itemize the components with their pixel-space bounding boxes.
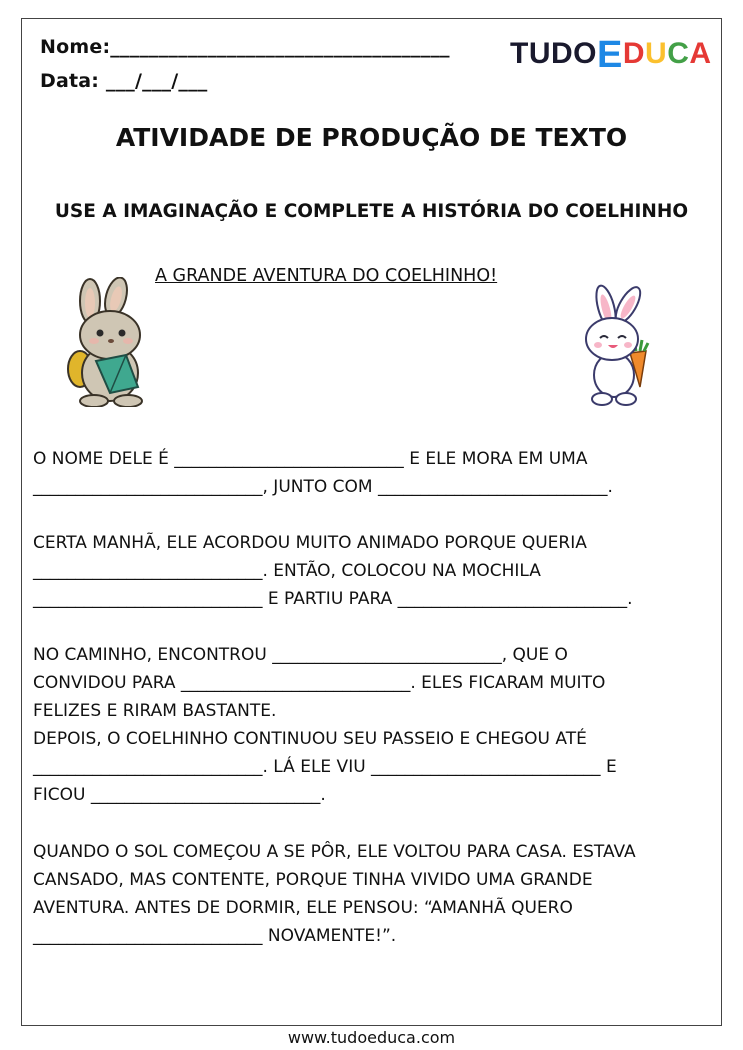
worksheet-title: ATIVIDADE DE PRODUÇÃO DE TEXTO <box>115 123 628 152</box>
paragraph-line: NO CAMINHO, ENCONTROU ___________________________, QUE O <box>33 645 568 665</box>
logo-text-tudo: TUDO <box>510 37 597 70</box>
name-field-label: Nome:___________________________________ <box>40 36 450 58</box>
story-paragraph-2 <box>33 529 633 613</box>
paragraph-line: CANSADO, MAS CONTENTE, PORQUE TINHA VIVIDO UMA GRANDE <box>33 870 593 890</box>
story-paragraph-1 <box>33 445 613 501</box>
worksheet-instruction: USE A IMAGINAÇÃO E COMPLETE A HISTÓRIA DO COELHINHO <box>54 201 689 222</box>
paragraph-line: QUANDO O SOL COMEÇOU A SE PÔR, ELE VOLTOU PARA CASA. ESTAVA <box>33 842 636 862</box>
story-paragraph-4 <box>33 838 636 950</box>
paragraph-line: ___________________________. ENTÃO, COLOCOU NA MOCHILA <box>33 561 541 581</box>
tudoeduca-logo <box>510 30 712 76</box>
logo-letter-e: E <box>597 34 623 76</box>
logo-letter-a: A <box>689 37 712 70</box>
logo-letter-u: U <box>645 37 668 70</box>
logo-letter-c: C <box>667 37 690 70</box>
footer-website-url: www.tudoeduca.com <box>287 1028 456 1047</box>
logo-letter-d: D <box>622 37 646 70</box>
paragraph-line: ___________________________. LÁ ELE VIU ___________________________ E <box>33 757 617 777</box>
paragraph-line: AVENTURA. ANTES DE DORMIR, ELE PENSOU: “AMANHÃ QUERO <box>33 898 573 918</box>
date-field-label: Data: ___/___/___ <box>40 70 208 92</box>
paragraph-line: CERTA MANHÃ, ELE ACORDOU MUITO ANIMADO PORQUE QUERIA <box>33 533 587 553</box>
paragraph-line: ___________________________ NOVAMENTE!”. <box>33 926 397 946</box>
paragraph-line: DEPOIS, O COELHINHO CONTINUOU SEU PASSEIO E CHEGOU ATÉ <box>33 729 587 749</box>
paragraph-line: FELIZES E RIRAM BASTANTE. <box>33 701 277 721</box>
paragraph-line: O NOME DELE É ___________________________ E ELE MORA EM UMA <box>33 449 588 469</box>
paragraph-line: ___________________________, JUNTO COM ___________________________. <box>33 477 613 497</box>
paragraph-line: FICOU ___________________________. <box>33 785 326 805</box>
paragraph-line: CONVIDOU PARA ___________________________. ELES FICARAM MUITO <box>33 673 606 693</box>
story-title: A GRANDE AVENTURA DO COELHINHO! <box>155 266 498 286</box>
bunny-reading-book-illustration <box>66 277 160 407</box>
bunny-with-carrot-illustration <box>580 283 652 407</box>
paragraph-line: ___________________________ E PARTIU PARA ___________________________. <box>33 589 633 609</box>
story-paragraph-3 <box>33 641 617 809</box>
